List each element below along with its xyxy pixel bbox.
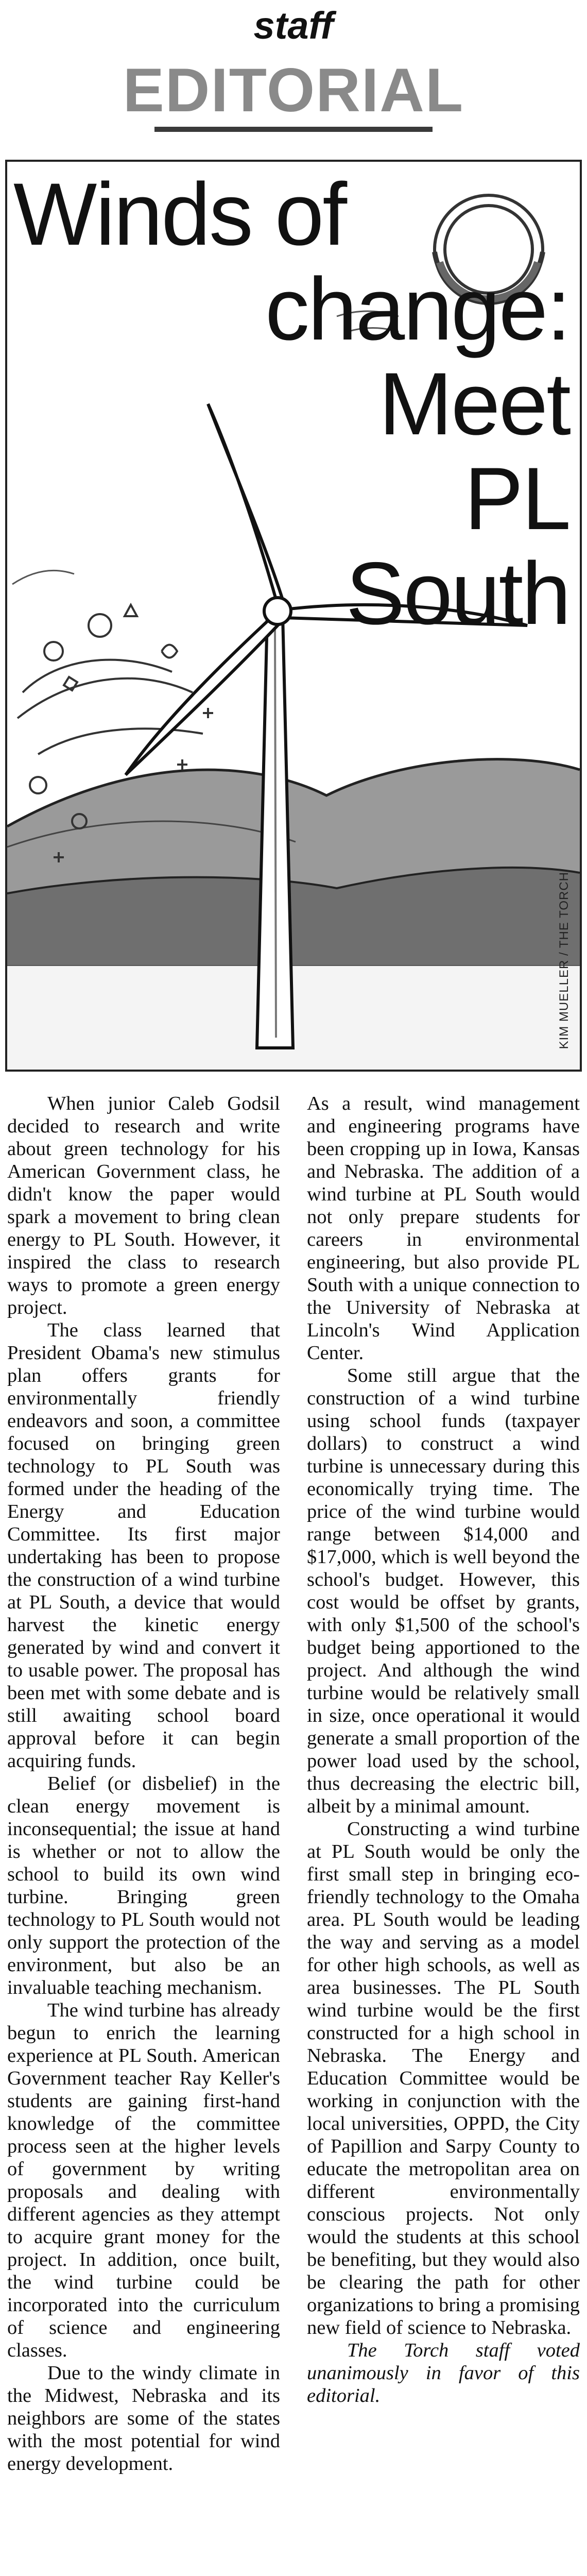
paragraph: Belief (or disbelief) in the clean energy movement is inconsequential; the issue at hand is whether or not to allow the school to build its own wind turbine. Bringing green technology to PL South would not only support the protection of the environment, but also be an invaluable teaching mechanism. [7, 1773, 280, 1998]
editorial-body [7, 1092, 580, 2576]
column-left [7, 1092, 280, 2576]
art-credit: KIM MUELLER / THE TORCH [557, 871, 571, 1049]
paragraph-continued: As a result, wind management and engineering programs have been cropping up in Iowa, Kansas and Nebraska. The addition of a wind turbine at PL South would not only prepare students for careers in environmental engineering, but also provide PL South with a unique connection to the University of Nebraska at Lincoln's Wind Application Center. [307, 1093, 580, 1364]
paragraph: Some still argue that the construction of a wind turbine using school funds (taxpayer dollars) to construct a wind turbine is unnecessary during this economically trying time. The price of the wind turbine would range between $14,000 and $17,000, which is well beyond the school's budget. However, this cost would be offset by grants, with only $1,500 of the school's budget being apportioned to the project. And although the wind turbine would be relatively small in size, once operational it would generate a small proportion of the power load used by the school, thus decreasing the electric bill, albeit by a minimal amount. [307, 1365, 580, 1817]
headline-line-5: South [346, 544, 569, 643]
headline-line-1: Winds of [13, 165, 346, 264]
turbine-tower [257, 615, 293, 1048]
editorial-illustration [5, 160, 582, 1072]
masthead-rule [154, 127, 433, 132]
paragraph: Constructing a wind turbine at PL South would be only the first small step in bringing eco-friendly technology to the Omaha area. PL South would be leading the way and serving as a model for other high schools, as well as area businesses. The PL South wind turbine would be the first constructed for a high school in Nebraska. The Energy and Education Committee would be working in conjunction with the local universities, OPPD, the City of Papillion and Sarpy County to educate the metropolitan area on different environmentally conscious projects. Not only would the students at this school be benefiting, but they would also be clearing the path for other organizations to bring a promising new field of science to Nebraska. [307, 1818, 580, 2338]
column-right [307, 1092, 580, 2576]
paragraph: The class learned that President Obama's new stimulus plan offers grants for environmentally friendly endeavors and soon, a committee focused on bringing green technology to PL South was formed under the heading of the Energy and Education Committee. Its first major undertaking has been to propose the construction of a wind turbine at PL South, a device that would harvest the kinetic energy generated by wind and convert it to usable power. The proposal has been met with some debate and is still awaiting school board approval before it can begin acquiring funds. [7, 1319, 280, 1772]
section-title: EDITORIAL [123, 56, 464, 125]
editorial-tagline: The Torch staff voted unanimously in favor of this editorial. [307, 2340, 580, 2406]
headline-line-4: PL [464, 449, 569, 548]
paragraph: Due to the windy climate in the Midwest, Nebraska and its neighbors are some of the states with the most potential for wind energy development. [7, 2362, 280, 2475]
paragraph: When junior Caleb Godsil decided to research and write about green technology for his American Government class, he didn't know the paper would spark a movement to bring clean energy to PL South. However, it inspired the class to research ways to promote a green energy project. [7, 1093, 280, 1318]
section-kicker: staff [253, 4, 334, 47]
paragraph: The wind turbine has already begun to enrich the learning experience at PL South. American Government teacher Ray Keller's students are gaining first-hand knowledge of the committee process seen at the higher levels of government by writing proposals and dealing with different agencies as they attempt to acquire grant money for the project. In addition, once built, the wind turbine could be incorporated into the curriculum of science and engineering classes. [7, 1999, 280, 2361]
headline-line-2: change: [265, 260, 569, 359]
editorial-headline [13, 167, 569, 641]
headline-line-3: Meet [378, 354, 569, 453]
